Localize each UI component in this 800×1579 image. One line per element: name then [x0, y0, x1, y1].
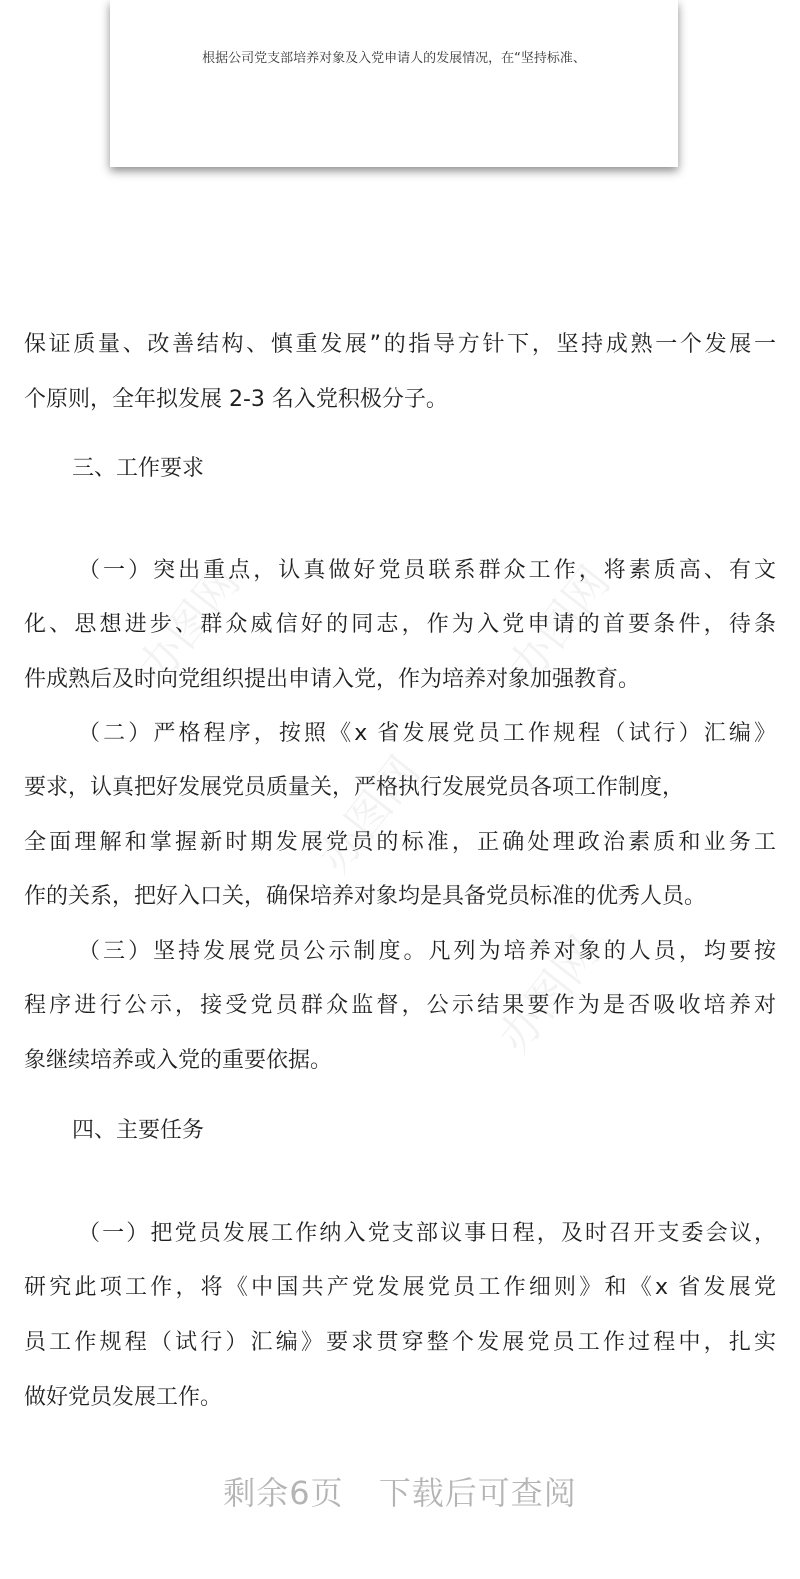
paragraph-line: 研究此项工作，将《中国共产党发展党员工作细则》和《x 省发展党 [24, 1275, 776, 1300]
watermark: 办图网 [128, 557, 251, 693]
paragraph-line: 员工作规程（试行）汇编》要求贯穿整个发展党员工作过程中，扎实 [24, 1330, 776, 1355]
watermark: 办图网 [488, 927, 611, 1063]
paragraph-line: 全面理解和掌握新时期发展党员的标准，正确处理政治素质和业务工 [24, 830, 776, 855]
watermark: 办图网 [498, 557, 621, 693]
paragraph-line: （一）突出重点，认真做好党员联系群众工作，将素质高、有文 [78, 558, 776, 583]
section-heading: 三、工作要求 [72, 456, 205, 481]
remaining-pages-prompt[interactable]: 剩余6页 下载后可查阅 [223, 1474, 577, 1512]
paragraph-line: 做好党员发展工作。 [24, 1385, 223, 1410]
paragraph-line: 要求，认真把好发展党员质量关，严格执行发展党员各项工作制度， [24, 775, 685, 800]
paragraph-line: 化、思想进步、群众威信好的同志，作为入党申请的首要条件，待条 [24, 612, 776, 637]
paragraph-line: 保证质量、改善结构、慎重发展”的指导方针下，坚持成熟一个发展一 [24, 332, 776, 357]
watermark: 办图网 [308, 747, 431, 883]
paragraph-line: 作的关系，把好入口关，确保培养对象均是具备党员标准的优秀人员。 [24, 884, 707, 909]
paragraph-line: （二）严格程序，按照《x 省发展党员工作规程（试行）汇编》 [78, 721, 776, 746]
preview-card [110, 0, 678, 167]
paragraph-line: 象继续培养或入党的重要依据。 [24, 1048, 333, 1073]
paragraph-line: 程序进行公示，接受党员群众监督，公示结果要作为是否吸收培养对 [24, 993, 776, 1018]
paragraph-line: 个原则，全年拟发展 2-3 名入党积极分子。 [24, 387, 448, 412]
paragraph-line: 件成熟后及时向党组织提出申请入党，作为培养对象加强教育。 [24, 667, 641, 692]
preview-card-text: 根据公司党支部培养对象及入党申请人的发展情况，在“坚持标准、 [202, 51, 586, 66]
paragraph-line: （一）把党员发展工作纳入党支部议事日程，及时召开支委会议， [78, 1221, 776, 1246]
section-heading: 四、主要任务 [72, 1118, 205, 1143]
paragraph-line: （三）坚持发展党员公示制度。凡列为培养对象的人员，均要按 [78, 939, 776, 964]
